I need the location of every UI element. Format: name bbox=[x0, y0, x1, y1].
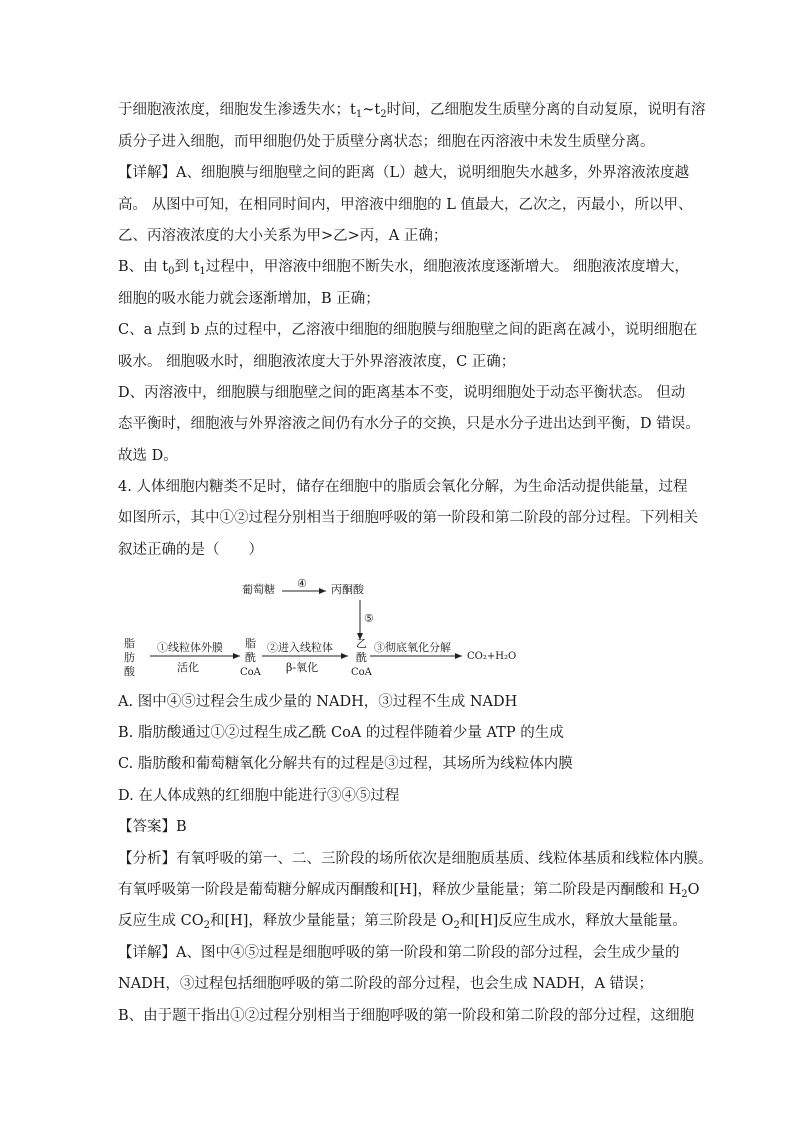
product-label: CO₂+H₂O bbox=[467, 651, 517, 662]
text-run: 反应生成 CO bbox=[118, 913, 204, 929]
text-run: O bbox=[687, 882, 700, 898]
subscript: 2 bbox=[453, 920, 460, 931]
text-run: 质分子进入细胞，而甲细胞仍处于质壁分离状态；细胞在丙溶液中未发生质壁分离。 bbox=[118, 134, 655, 150]
text-run: 4. 人体细胞内糖类不足时，储存在细胞中的脂质会氧化分解，为生命活动提供能量，过程 bbox=[118, 479, 688, 495]
text-run: C. 脂肪酸和葡萄糖氧化分解共有的过程是③过程，其场所为线粒体内膜 bbox=[118, 756, 573, 772]
text-run: D、丙溶液中，细胞膜与细胞壁之间的距离基本不变，说明细胞处于动态平衡状态。 但动 bbox=[118, 385, 686, 401]
subscript: 1 bbox=[355, 109, 363, 120]
text-run: 如图所示，其中①②过程分别相当于细胞呼吸的第一阶段和第二阶段的部分过程。下列相关 bbox=[118, 510, 698, 526]
text-run: 叙述正确的是（ ） bbox=[118, 542, 263, 558]
step2-bottom-label: β-氧化 bbox=[286, 661, 319, 674]
step5-label: ⑤ bbox=[364, 612, 374, 625]
text-run: 吸水。 细胞吸水时，细胞液浓度大于外界溶液浓度，C 正确； bbox=[118, 354, 516, 370]
step1-top-label: ①线粒体外膜 bbox=[157, 641, 223, 654]
step1-bottom-label: 活化 bbox=[177, 661, 199, 674]
fatty-acid-char-1: 脂 bbox=[124, 637, 135, 650]
text-run: 有氧呼吸第一阶段是葡萄糖分解成丙酮酸和[H]，释放少量能量；第二阶段是丙酮酸和 H bbox=[118, 882, 682, 898]
acyl-coa-char-2: 酰 bbox=[245, 651, 256, 664]
subscript: 1 bbox=[199, 266, 206, 277]
text-run: 【详解】A、图中④⑤过程是细胞呼吸的第一阶段和第二阶段的部分过程，会生成少量的 bbox=[118, 945, 680, 961]
text-run: B. 脂肪酸通过①②过程生成乙酰 CoA 的过程伴随着少量 ATP 的生成 bbox=[118, 725, 564, 741]
text-run: 细胞的吸水能力就会逐渐增加，B 正确； bbox=[118, 291, 380, 307]
text-run: C、a 点到 b 点的过程中，乙溶液中细胞的细胞膜与细胞壁之间的距离在减小，说明细胞在 bbox=[118, 322, 698, 338]
step2-top-label: ②进入线粒体 bbox=[267, 641, 333, 654]
text-run: ~t bbox=[362, 102, 381, 118]
fatty-acid-char-3: 酸 bbox=[124, 665, 135, 678]
subscript: 2 bbox=[681, 889, 688, 900]
text-run: B、由 t bbox=[118, 259, 169, 275]
acyl-coa-char-3: CoA bbox=[240, 667, 261, 678]
fatty-acid-char-2: 肪 bbox=[124, 651, 135, 664]
subscript: 0 bbox=[168, 266, 175, 277]
text-run: 高。 从图中可知，在相同时间内，甲溶液中细胞的 L 值最大，乙次之，丙最小，所以甲、 bbox=[118, 197, 693, 213]
text-run: 乙、丙溶液浓度的大小关系为甲>乙>丙，A 正确； bbox=[118, 228, 448, 244]
text-run: 过程中，甲溶液中细胞不断失水，细胞液浓度逐渐增大。 细胞液浓度增大， bbox=[205, 259, 689, 275]
text-run: A. 图中④⑤过程会生成少量的 NADH，③过程不生成 NADH bbox=[118, 694, 518, 710]
subscript: 2 bbox=[380, 109, 387, 120]
glucose-label: 葡萄糖 bbox=[242, 583, 275, 596]
subscript: 2 bbox=[203, 920, 210, 931]
text-run: 和[H]反应生成水，释放大量能量。 bbox=[459, 913, 687, 929]
text-run: 故选 D。 bbox=[118, 448, 178, 464]
text-run: NADH，③过程包括细胞呼吸的第二阶段的部分过程，也会生成 NADH，A 错误； bbox=[118, 976, 654, 992]
text-run: 【详解】A、细胞膜与细胞壁之间的距离（L）越大，说明细胞失水越多，外界溶液浓度越 bbox=[118, 165, 690, 181]
step3-top-label: ③彻底氧化分解 bbox=[374, 641, 451, 654]
text-run: 于细胞液浓度，细胞发生渗透失水；t bbox=[118, 102, 356, 118]
acetyl-coa-char-1: 乙 bbox=[356, 637, 367, 650]
text-run: B、由于题干指出①②过程分别相当于细胞呼吸的第一阶段和第二阶段的部分过程，这细胞 bbox=[118, 1008, 695, 1024]
text-run: 到 t bbox=[174, 259, 200, 275]
text-run: 时间，乙细胞发生质壁分离的自动复原，说明有溶 bbox=[386, 102, 706, 118]
text-run: 态平衡时，细胞液与外界溶液之间仍有水分子的交换，只是水分子进出达到平衡，D 错误。 bbox=[118, 416, 700, 432]
text-run: 【答案】B bbox=[118, 819, 187, 835]
text-run: 和[H]，释放少量能量；第三阶段是 O bbox=[209, 913, 454, 929]
step4-label: ④ bbox=[297, 577, 307, 590]
acetyl-coa-char-2: 酰 bbox=[356, 651, 367, 664]
acyl-coa-char-1: 脂 bbox=[245, 637, 256, 650]
text-run: D. 在人体成熟的红细胞中能进行③④⑤过程 bbox=[118, 788, 400, 804]
pyruvate-label: 丙酮酸 bbox=[331, 583, 364, 596]
acetyl-coa-char-3: CoA bbox=[351, 667, 372, 678]
text-run: 【分析】有氧呼吸的第一、二、三阶段的场所依次是细胞质基质、线粒体基质和线粒体内膜。 bbox=[118, 851, 713, 867]
